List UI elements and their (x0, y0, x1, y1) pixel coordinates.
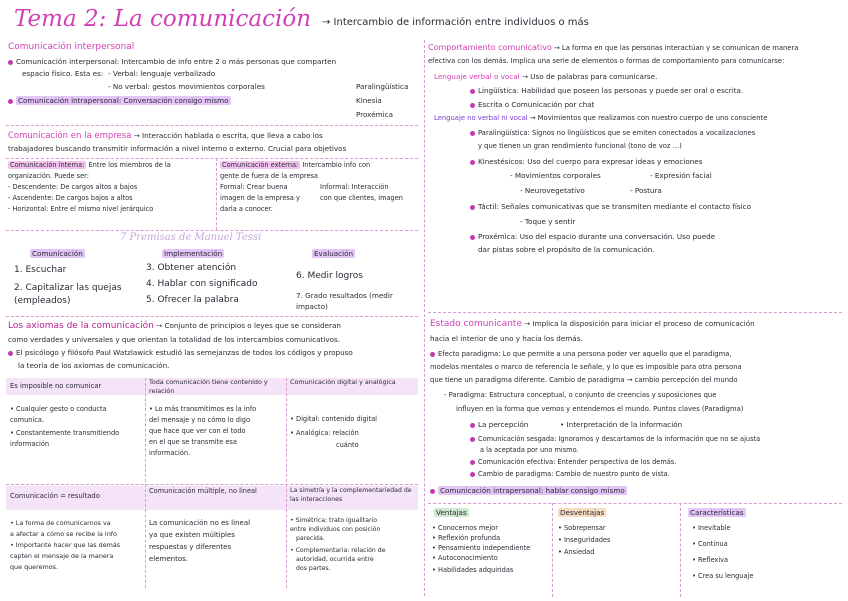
proxemica-line1: Proxémica: Uso del espacio durante una conversación. Uso puede (470, 231, 715, 242)
axiom-6-line6: dos partes. (296, 565, 331, 572)
desventaja-2: • Inseguridades (558, 536, 611, 544)
axiomas-line4: la teoría de los axiomas de comunicación. (18, 361, 170, 370)
axiom-6-line1: • Simétrica: trato igualitario (290, 517, 378, 524)
point-sesgada: Comunicación sesgada: Ignoramos y descartamos de la información que no se ajusta (470, 434, 760, 445)
comportamiento-line2: efectiva con los demás. Implica una serie de elementos o formas de comportamiento para comunicarse: (428, 57, 785, 65)
axiom-4-title: Comunicación = resultado (10, 492, 100, 500)
bullet-icon (470, 235, 475, 240)
axiom-3-title: Comunicación digital y analógica (290, 378, 396, 386)
caracteristica-1: • Inevitable (692, 524, 731, 532)
table-head-ventajas: Ventajas (436, 508, 467, 517)
premisas-col-comunicacion: Comunicación (32, 249, 83, 258)
axiom-5-title: Comunicación múltiple, no lineal (149, 487, 257, 495)
verbal-line: - Verbal: lenguaje verbalizado (108, 69, 216, 78)
externa-line1: Comunicación externa: Intercambio info con (222, 161, 371, 169)
bullet-icon (470, 472, 475, 477)
axiom-6-title: La simetría y la complementariedad de las interacciones (290, 487, 412, 503)
bullet-icon (470, 103, 475, 108)
table-head-caracteristicas: Características (690, 508, 744, 517)
point-cambio: Cambio de paradigma: Cambio de nuestro punto de vista. (470, 469, 670, 480)
bullet-icon (470, 131, 475, 136)
desventaja-3: • Ansiedad (558, 548, 595, 556)
axiom-3-line1: • Digital: contenido digital (290, 415, 377, 423)
axiom-3-line3: cuánto (336, 441, 359, 449)
premisa-7: 7. Grado resultados (medir impacto) (296, 291, 393, 311)
paralinguistica-line2: y que tienen un gran rendimiento funcional (tono de voz ...) (478, 142, 682, 150)
bullet-icon (470, 205, 475, 210)
bullet-icon (430, 489, 435, 494)
interna-title: Comunicación interna: (10, 161, 85, 169)
externa-informal-2: con que clientes, imagen (320, 194, 403, 202)
bullet-icon (8, 99, 13, 104)
table-border (428, 503, 842, 504)
column-divider (424, 40, 425, 596)
efecto-line2: modelos mentales o marco de referencia le señale, y lo que es imposible para otra persona (430, 363, 742, 371)
box-divider (216, 158, 217, 230)
axiom-6-line2: entre individuos con posición (290, 526, 381, 533)
section-divider (6, 316, 418, 317)
interpersonal-line2: espacio físico. Esta es: (22, 69, 104, 78)
interpersonal-line1: Comunicación interpersonal: Intercambio de info entre 2 o más personas que comparten (8, 56, 336, 67)
externa-formal-3: darla a conocer. (220, 205, 273, 213)
axiomas-col-divider (145, 378, 146, 588)
comportamiento-line1: Comportamiento comunicativo → La forma en que las personas interactúan y se comunican de manera (428, 43, 799, 52)
axiom-1-line2: • Constantemente transmitiendo información (10, 429, 120, 448)
externa-formal-1: Formal: Crear buena (220, 183, 288, 191)
comportamiento-heading: Comportamiento comunicativo (428, 43, 552, 52)
kind-proxemica: Proxémica (356, 110, 393, 119)
axiom-1-line1: • Cualquier gesto o conducta comunica. (10, 405, 107, 424)
estado-heading: Estado comunicante (430, 319, 522, 329)
caracteristica-3: • Reflexiva (692, 556, 729, 564)
linguistica-line: Lingüística: Habilidad que poseen las personas y puede ser oral o escrita. (470, 85, 743, 96)
externa-formal-2: imagen de la empresa y (220, 194, 300, 202)
kind-paralinguistica: Paralingüística (356, 82, 409, 91)
bullet-icon (470, 437, 475, 442)
bullet-icon (8, 60, 13, 65)
bullet-icon (470, 89, 475, 94)
axiom-5-line1: La comunicación no es lineal (149, 519, 251, 527)
point-interpretacion: • Interpretación de la información (560, 420, 683, 429)
axiom-4-line3: • Importante hacer que las demás (10, 541, 121, 549)
paralinguistica-line1: Paralingüística: Signos no lingüísticos que se emiten conectados a vocalizaciones (470, 128, 755, 139)
axiom-6-line4: • Complementaria: relación de (290, 547, 386, 554)
section-divider (428, 312, 842, 313)
point-percepcion: La percepción (470, 419, 528, 430)
estado-intra: Comunicación intrapersonal: hablar consigo mismo (430, 485, 627, 496)
efecto-line1: Efecto paradigma: Lo que permite a una persona poder ver aquello que el paradigma, (430, 349, 732, 360)
premisa-5: 5. Ofrecer la palabra (146, 295, 239, 305)
estado-line2: hacia el interior de uno y hacia los demás. (430, 334, 583, 343)
table-col-divider (552, 503, 553, 597)
axiom-2-title: Toda comunicación tiene contenido y relación (149, 378, 268, 395)
axiom-2-line3: que hace que ver con el todo (149, 427, 246, 435)
empresa-heading: Comunicación en la empresa (8, 131, 132, 141)
paradigma-line2: influyen en la forma que vemos y entendemos el mundo. Puntos claves (Paradigma) (456, 405, 744, 413)
point-sesgada-2: a la aceptada por uno mismo. (480, 446, 579, 454)
empresa-line2: trabajadores buscando transmitir información a nivel interno o externo. Crucial para objetivos (8, 144, 347, 153)
premisa-3: 3. Obtener atención (146, 263, 237, 273)
bullet-icon (470, 160, 475, 165)
interna-line4: - Ascendente: De cargos bajos a altos (8, 194, 133, 202)
axiom-2-line5: información. (149, 449, 191, 457)
bullet-icon (470, 460, 475, 465)
noverbal-line: - No verbal: gestos movimientos corporales (108, 82, 265, 91)
kind-kinesia: Kinesia (356, 96, 382, 105)
ventaja-1: • Conocernos mejor (432, 524, 498, 532)
kin-postura: - Postura (630, 186, 662, 195)
noverbal-heading: Lenguaje no verbal ni vocal (434, 114, 528, 122)
axiom-2-line2: del mensaje y no cómo lo digo (149, 416, 251, 424)
desventaja-1: • Sobrepensar (558, 524, 606, 532)
bullet-icon (430, 352, 435, 357)
kin-neuro: - Neurovegetativo (520, 186, 585, 195)
verbal-heading: Lenguaje verbal o vocal (434, 72, 520, 81)
axiomas-line2: como verdades y universales y que orientan la totalidad de los intercambios comunicativos. (8, 335, 341, 344)
axiom-4-line4: capten el mensaje de la manera (10, 552, 114, 560)
table-head-desventajas: Desventajas (560, 508, 605, 517)
bullet-icon (470, 423, 475, 428)
table-col-divider (680, 503, 681, 597)
axiom-4-line2: a afectar a cómo se recibe la info (10, 530, 117, 538)
interna-line3: - Descendente: De cargos altos a bajos (8, 183, 138, 191)
premisa-4: 4. Hablar con significado (146, 279, 258, 289)
point-efectiva: Comunicación efectiva: Entender perspectiva de los demás. (470, 457, 676, 468)
section-divider (6, 230, 418, 231)
caracteristica-4: • Crea su lenguaje (692, 572, 754, 580)
ventaja-3: • Pensamiento independiente (432, 544, 531, 552)
axiom-4-line5: que queremos. (10, 563, 59, 571)
axiom-3-line2: • Analógica: relación (290, 429, 359, 437)
axiom-2-line1: • Lo más transmitimos es la info (149, 405, 257, 413)
axiom-5-line4: elementos. (149, 555, 189, 563)
axiomas-line1: Los axiomas de la comunicación → Conjunto de principios o leyes que se consideran (8, 321, 341, 331)
axiom-1-title: Es imposible no comunicar (10, 382, 102, 390)
paradigma-line1: - Paradigma: Estructura conceptual, o conjunto de creencias y suposiciones que (444, 391, 717, 399)
axiomas-grid (6, 378, 418, 595)
premisas-col-implementacion: Implementación (164, 249, 223, 258)
premisa-6: 6. Medir logros (296, 271, 363, 281)
bullet-icon (8, 351, 13, 356)
section-divider (6, 158, 418, 159)
axiom-6-line3: parecida. (296, 535, 325, 542)
interna-line5: - Horizontal: Entre el mismo nivel jerárquico (8, 205, 154, 213)
tactil-line: Táctil: Señales comunicativas que se transmiten mediante el contacto físico (470, 201, 751, 212)
page-subtitle: → Intercambio de información entre individuos o más (322, 17, 589, 28)
interpersonal-heading: Comunicación interpersonal (8, 42, 135, 52)
escrita-line: Escrita o Comunicación por chat (470, 99, 594, 110)
estado-line1: Estado comunicante → Implica la disposición para iniciar el proceso de comunicación (430, 319, 755, 329)
axiomas-heading: Los axiomas de la comunicación (8, 321, 154, 331)
externa-line2: gente de fuera de la empresa (220, 172, 318, 180)
axiomas-row-divider (6, 484, 418, 485)
intrapersonal-line: Comunicación intrapersonal: Conversación consigo mismo (8, 95, 231, 106)
interna-line2: organización. Puede ser: (8, 172, 89, 180)
tactil-toque: - Toque y sentir (520, 217, 576, 226)
axiom-2-line4: en el que se transmite esa (149, 438, 237, 446)
interna-line1: Comunicación interna: Entre los miembros de la (10, 161, 171, 169)
efecto-line3: que tiene un paradigma diferente. Cambio de paradigma → cambio percepción del mundo (430, 376, 738, 384)
ventaja-4: • Autoconocimiento (432, 554, 498, 562)
axiom-5-line3: respuestas y diferentes (149, 543, 232, 551)
kin-movimientos: - Movimientos corporales (510, 171, 601, 180)
axiom-6-line5: autoridad, ocurrida entre (296, 556, 374, 563)
axiom-4-line1: • La forma de comunicarnos va (10, 519, 111, 527)
axiomas-line3: El psicólogo y filósofo Paul Watzlawick estudió las semejanzas de todos los códigos y propuso (8, 347, 353, 358)
externa-title: Comunicación externa: (222, 161, 299, 169)
axiom-5-line2: ya que existen múltiples (149, 531, 235, 539)
page-title: Tema 2: La comunicación (14, 6, 312, 32)
premisa-1: 1. Escuchar (14, 265, 67, 275)
noverbal-header-line: Lenguaje no verbal ni vocal → Movimientos que realizamos con nuestro cuerpo de uno consciente (434, 114, 768, 122)
externa-informal-1: Informal: Interacción (320, 183, 389, 191)
ventaja-5: • Habilidades adquiridas (432, 566, 514, 574)
caracteristica-2: • Continua (692, 540, 728, 548)
kin-expresion: - Expresión facial (650, 171, 712, 180)
empresa-line1: Comunicación en la empresa → Interacción hablada o escrita, que lleva a cabo los (8, 131, 323, 141)
section-divider (6, 125, 418, 126)
premisas-col-evaluacion: Evaluación (314, 249, 354, 258)
proxemica-line2: dar pistas sobre el propósito de la comunicación. (478, 245, 655, 254)
axiomas-col-divider (286, 378, 287, 588)
verbal-header-line: Lenguaje verbal o vocal → Uso de palabras para comunicarse. (434, 72, 658, 81)
intra-table (428, 503, 842, 597)
premisa-2: 2. Capitalizar las quejas (empleados) (14, 283, 122, 306)
ventaja-2: • Reflexión profunda (432, 534, 501, 542)
premisas-heading: 7 Premisas de Manuel Tessi (120, 232, 262, 243)
kinestesicos-line: Kinestésicos: Uso del cuerpo para expresar ideas y emociones (470, 156, 702, 167)
